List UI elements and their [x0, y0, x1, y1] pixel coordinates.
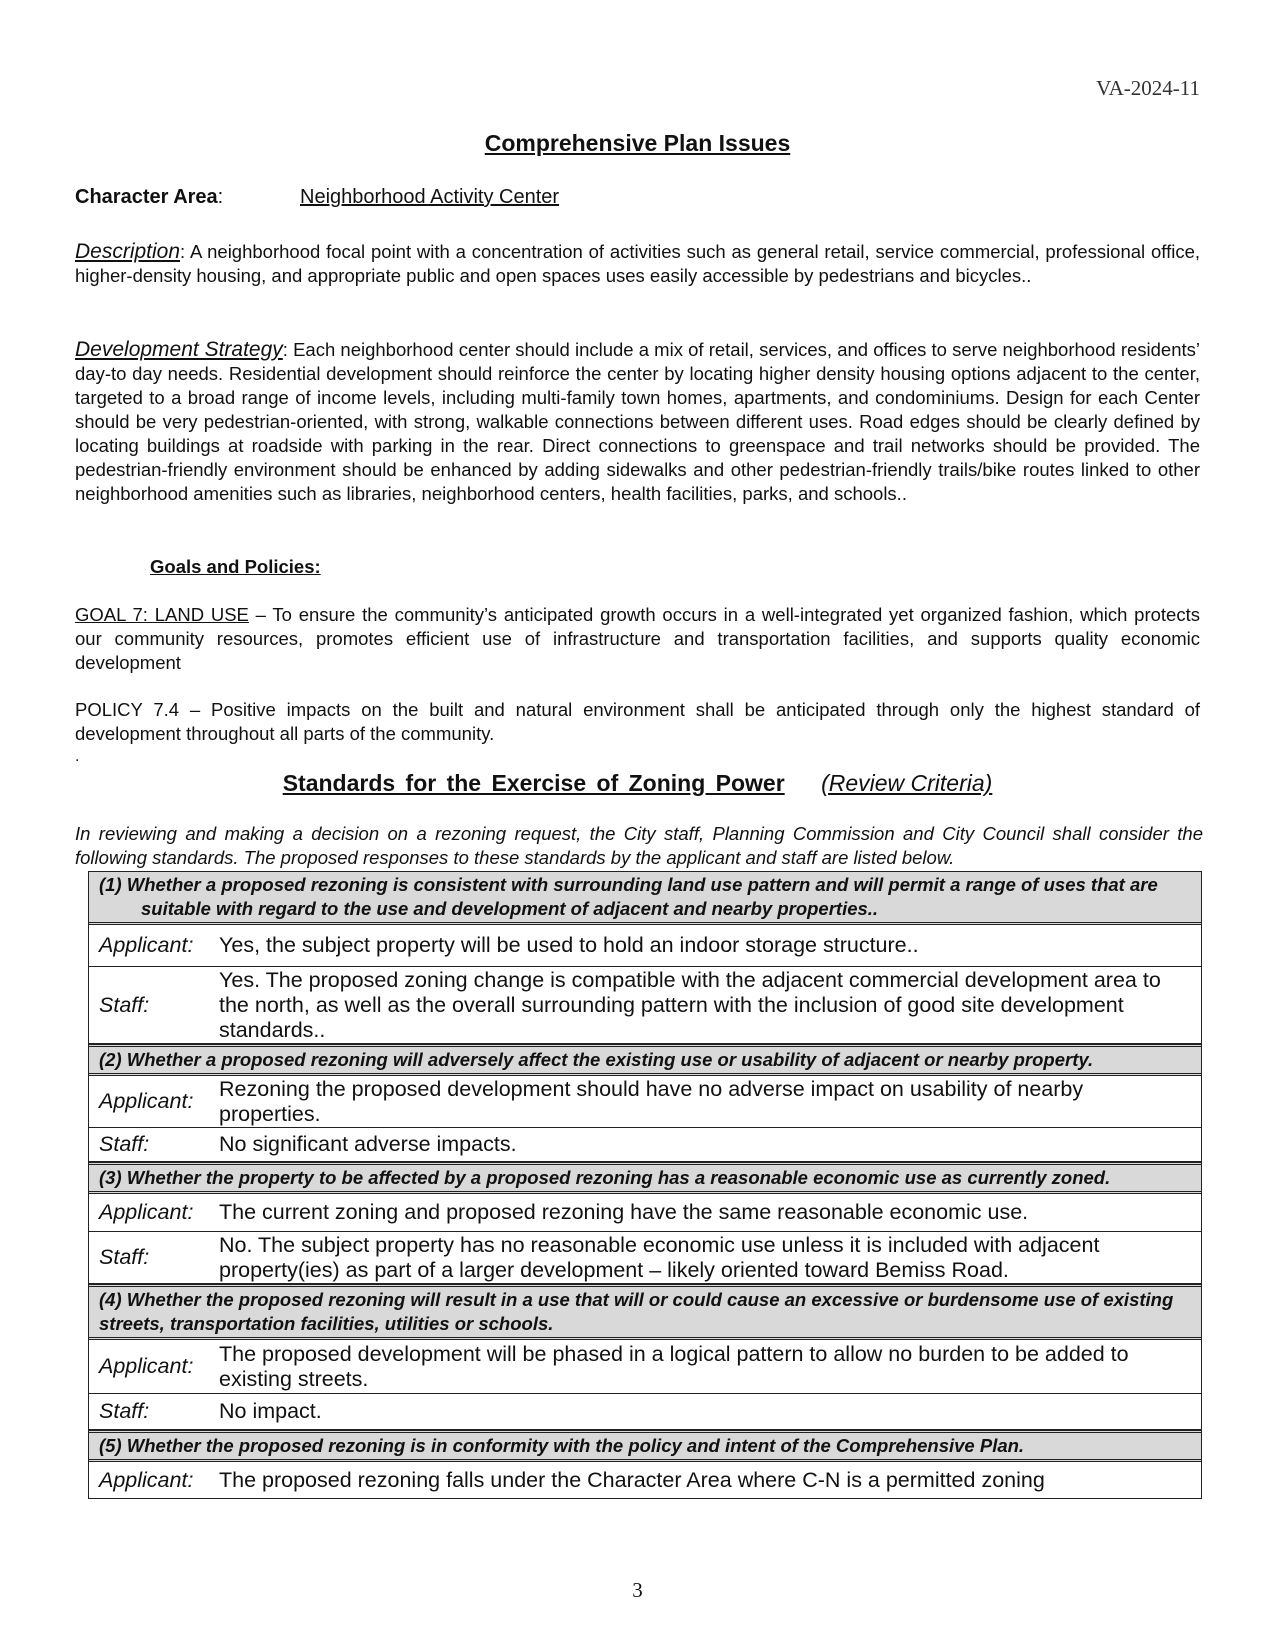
criterion-heading-5: (5) Whether the proposed rezoning is in conformity with the policy and intent of the Comprehensive Plan.	[89, 1430, 1201, 1462]
criterion-5-applicant-row	[89, 1462, 1201, 1498]
criteria-table	[88, 871, 1202, 1499]
criterion-3-applicant-row	[89, 1194, 1201, 1232]
description-text: : A neighborhood focal point with a concentration of activities such as general retail, service commercial, professional office, higher-density housing, and appropriate public and open spaces uses easily accessible by pedestrians and bicycles..	[75, 241, 1200, 286]
character-area-label: Character Area	[75, 186, 218, 208]
staff-label: Staff:	[99, 1245, 150, 1269]
criterion-2-applicant-row	[89, 1076, 1201, 1128]
staff-response: Yes. The proposed zoning change is compatible with the adjacent commercial development area to the north, as well as the overall surrounding pattern with the inclusion of good site development standards..	[219, 967, 1161, 1042]
character-area-colon: :	[217, 186, 224, 208]
criterion-4-applicant-row	[89, 1340, 1201, 1394]
development-strategy-text: : Each neighborhood center should include a mix of retail, services, and offices to serve neighborhood residents’ day-to day needs. Residential development should reinforce the center by locating higher density housing options adjacent to the center, targeted to a broad range of income levels, including multi-family town homes, apartments, and condominiums. Design for each Center should be very pedestrian-oriented, with strong, walkable connections between different uses. Road edges should be clearly defined by locating buildings at roadside with parking in the rear. Direct connections to greenspace and trail networks should be provided. The pedestrian-friendly environment should be enhanced by adding sidewalks and other pedestrian-friendly trails/bike routes linked to other neighborhood amenities such as libraries, neighborhood centers, health facilities, parks, and schools..	[75, 339, 1200, 504]
staff-response: No significant adverse impacts.	[219, 1132, 517, 1156]
policy-paragraph: POLICY 7.4 – Positive impacts on the built and natural environment shall be anticipated through only the highest standard of development throughout all parts of the community.	[75, 699, 1200, 744]
applicant-response: Yes, the subject property will be used to hold an indoor storage structure..	[219, 933, 919, 957]
staff-label: Staff:	[99, 1132, 150, 1156]
applicant-response: The proposed rezoning falls under the Character Area where C-N is a permitted zoning	[219, 1467, 1045, 1492]
stray-dot: .	[75, 748, 80, 765]
standards-heading	[0, 770, 1275, 797]
applicant-label: Applicant:	[99, 1354, 194, 1378]
staff-label: Staff:	[99, 992, 150, 1017]
development-strategy-paragraph	[75, 338, 1200, 506]
criterion-1-staff-row	[89, 967, 1201, 1044]
criterion-4-staff-row	[89, 1394, 1201, 1430]
standards-subtitle: (Review Criteria)	[821, 770, 993, 796]
applicant-label: Applicant:	[99, 1467, 194, 1492]
goals-heading: Goals and Policies:	[150, 556, 321, 577]
goal-text: – To ensure the community’s anticipated growth occurs in a well-integrated yet organized fashion, which protects our community resources, promotes efficient use of infrastructure and transportation facilities, and supports quality economic development	[75, 604, 1200, 673]
goal-title: GOAL 7: LAND USE	[75, 604, 249, 625]
staff-response: No impact.	[219, 1399, 322, 1423]
applicant-response: The proposed development will be phased in a logical pattern to allow no burden to be added to existing streets.	[219, 1341, 1129, 1391]
standards-title: Standards for the Exercise of Zoning Power	[282, 770, 785, 796]
staff-response: No. The subject property has no reasonable economic use unless it is included with adjacent property(ies) as part of a larger development – likely oriented toward Bemiss Road.	[219, 1232, 1100, 1282]
character-area	[75, 186, 560, 209]
applicant-label: Applicant:	[99, 933, 194, 957]
criterion-heading-4: (4) Whether the proposed rezoning will result in a use that will or could cause an excessive or burdensome use of existing streets, transportation facilities, utilities or schools.	[89, 1284, 1201, 1340]
applicant-response: Rezoning the proposed development should have no adverse impact on usability of nearby properties.	[219, 1076, 1084, 1126]
criterion-1-applicant-row	[89, 925, 1201, 967]
goal-paragraph	[75, 603, 1200, 675]
applicant-label: Applicant:	[99, 1200, 194, 1224]
criterion-heading-1: (1) Whether a proposed rezoning is consistent with surrounding land use pattern and will permit a range of uses that are suitable with regard to the use and development of adjacent and nearby properties..	[89, 872, 1201, 925]
development-strategy-lead: Development Strategy	[75, 338, 283, 361]
standards-intro: In reviewing and making a decision on a rezoning request, the City staff, Planning Commission and City Council shall consider the following standards. The proposed responses to these standards by the applicant and staff are listed below.	[75, 823, 1203, 868]
page-number: 3	[632, 1578, 643, 1602]
criterion-heading-2: (2) Whether a proposed rezoning will adversely affect the existing use or usability of adjacent or nearby property.	[89, 1044, 1201, 1076]
character-area-value: Neighborhood Activity Center	[300, 186, 560, 208]
description-paragraph	[75, 240, 1200, 288]
document-id: VA-2024-11	[1096, 76, 1200, 100]
criterion-heading-3: (3) Whether the property to be affected by a proposed rezoning has a reasonable economic use as currently zoned.	[89, 1162, 1201, 1194]
staff-label: Staff:	[99, 1399, 150, 1423]
description-lead: Description	[75, 240, 181, 263]
applicant-label: Applicant:	[99, 1089, 194, 1113]
page-title: Comprehensive Plan Issues	[484, 130, 791, 156]
criterion-3-staff-row	[89, 1232, 1201, 1284]
applicant-response: The current zoning and proposed rezoning have the same reasonable economic use.	[219, 1200, 1029, 1224]
criterion-2-staff-row	[89, 1128, 1201, 1162]
